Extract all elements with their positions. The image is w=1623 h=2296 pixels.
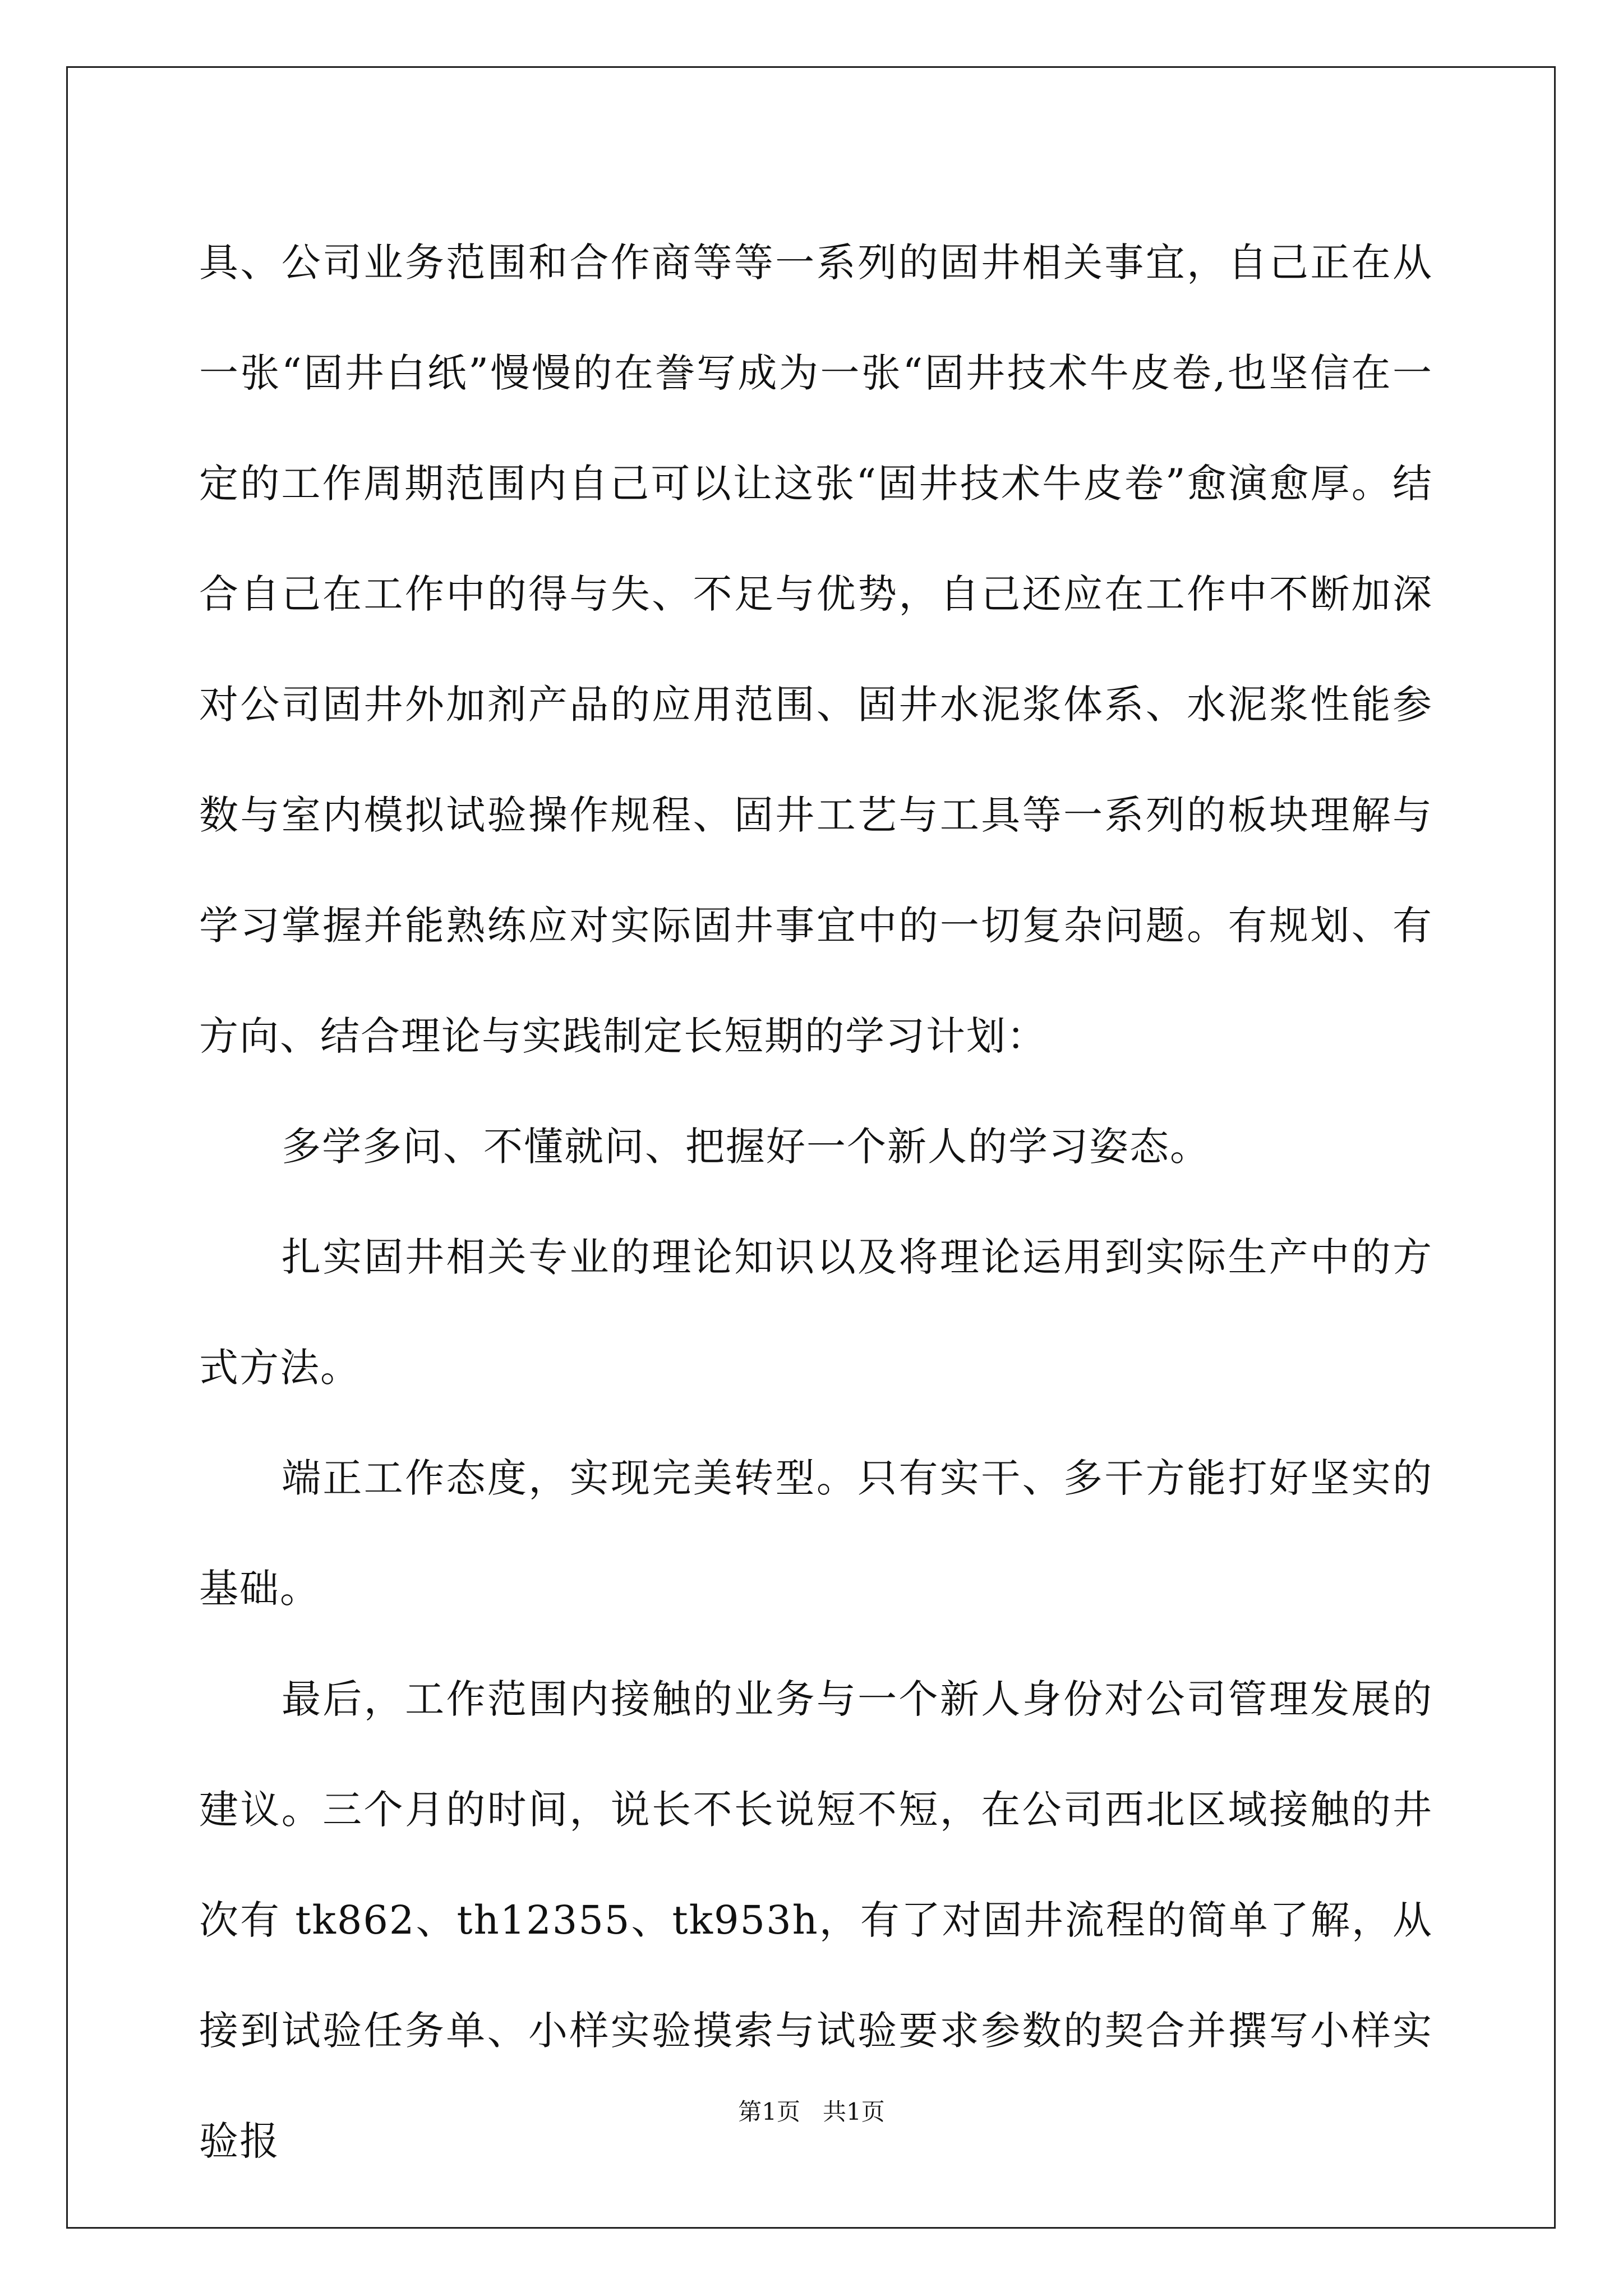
paragraph-1: 具、公司业务范围和合作商等等一系列的固井相关事宜，自己正在从一张“固井白纸”慢慢的在誊写成为一张“固井技术牛皮卷,也坚信在一定的工作周期范围内自己可以让这张“固井技术牛皮卷”愈演愈厚。结合自己在工作中的得与失、不足与优势，自己还应在工作中不断加深对公司固井外加剂产品的应用范围、固井水泥浆体系、水泥浆性能参数与室内模拟试验操作规程、固井工艺与工具等一系列的板块理解与学习掌握并能熟练应对实际固井事宜中的一切复杂问题。有规划、有方向、结合理论与实践制定长短期的学习计划： bbox=[199, 240, 1433, 1059]
document-body bbox=[199, 208, 1433, 2197]
page-footer bbox=[0, 2095, 1623, 2129]
paragraph-3: 扎实固井相关专业的理论知识以及将理论运用到实际生产中的方式方法。 bbox=[199, 1234, 1433, 1391]
paragraph-5: 最后，工作范围内接触的业务与一个新人身份对公司管理发展的建议。三个月的时间，说长不长说短不短，在公司西北区域接触的井次有 tk862、th12355、tk953h，有了对固井流程的简单了解，从接到试验任务单、小样实验摸索与试验要求参数的契合并撰写小样实验报 bbox=[199, 1676, 1433, 2164]
paragraph-4: 端正工作态度，实现完美转型。只有实干、多干方能打好坚实的基础。 bbox=[199, 1455, 1433, 1612]
page-number: 第1页 bbox=[738, 2098, 800, 2125]
page-total: 共1页 bbox=[823, 2098, 885, 2125]
paragraph-2: 多学多问、不懂就问、把握好一个新人的学习姿态。 bbox=[282, 1124, 1210, 1170]
